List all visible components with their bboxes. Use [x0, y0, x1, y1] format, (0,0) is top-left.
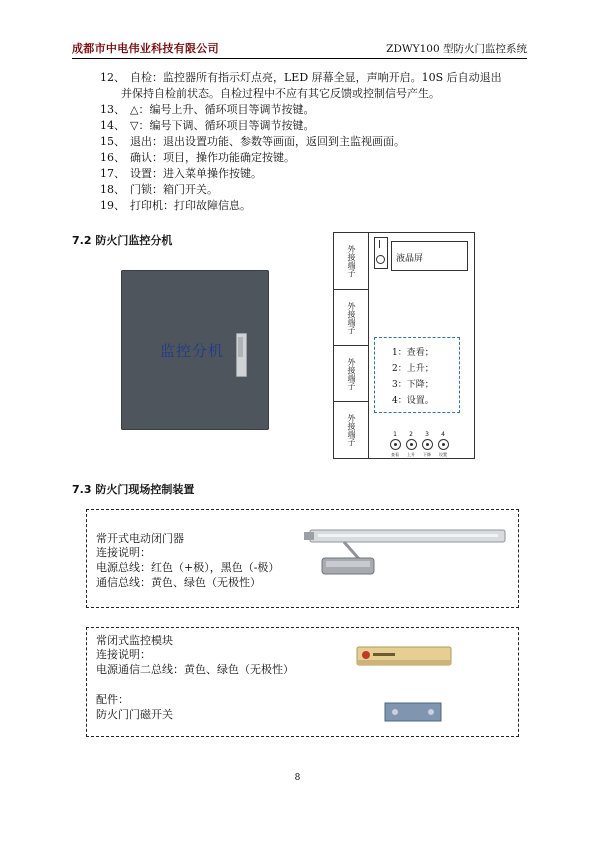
terminal-cell: 外接端子: [334, 290, 368, 346]
list-item-number: 19、: [100, 199, 125, 212]
header-company: 成都市中电伟业科技有限公司: [72, 42, 219, 55]
panel-diagram: [333, 232, 475, 459]
list-item: [100, 118, 314, 133]
panel-button-icon: [422, 439, 433, 450]
list-item: [100, 70, 502, 85]
header-divider: [72, 58, 527, 59]
list-item-number: 16、: [100, 151, 125, 164]
button-label: 设置: [439, 452, 447, 457]
door-closer-title: 常开式电动闭门器: [96, 532, 184, 545]
section-title-7-3: 7.3 防火门现场控制装置: [72, 483, 195, 496]
list-item-text: 门锁：箱门开关。: [130, 183, 218, 196]
menu-item: 3：下降；: [392, 380, 434, 390]
menu-item: 1：查看；: [392, 348, 434, 358]
terminal-column: [334, 233, 369, 458]
list-item-number: 12、: [100, 71, 125, 84]
cabinet-handle-inner: [238, 337, 243, 357]
monitor-module-line: 连接说明：: [96, 648, 151, 661]
list-item-text: 设置：进入菜单操作按键。: [130, 167, 262, 180]
accessory-title: 配件：: [96, 693, 129, 706]
door-closer-photo: [300, 522, 510, 592]
list-item-number: 18、: [100, 183, 125, 196]
list-item: [100, 150, 295, 165]
list-item: [100, 134, 405, 149]
monitor-module-line: 电源通信二总线：黄色、绿色（无极性）: [96, 663, 294, 676]
list-item: [100, 102, 314, 117]
list-item-text: 退出：退出设置功能、参数等画面，返回到主监视画面。: [130, 135, 405, 148]
button-label: 查看: [391, 452, 399, 457]
button-number: 3: [425, 431, 429, 438]
menu-item: 2：上升；: [392, 364, 434, 374]
power-switch-dot: [376, 255, 385, 264]
lcd-label: 液晶屏: [396, 254, 424, 264]
list-item-number: 13、: [100, 103, 125, 116]
section-title-7-2: 7.2 防火门监控分机: [72, 234, 173, 247]
door-closer-line: 通信总线：黄色、绿色（无极性）: [96, 576, 261, 589]
cabinet-label: 监控分机: [160, 342, 225, 360]
button-number: 4: [441, 431, 445, 438]
button-number: 2: [409, 431, 413, 438]
menu-list: [392, 345, 434, 409]
list-item-text: △：编号上升、循环项目等调节按键。: [130, 103, 315, 116]
list-item: [100, 166, 262, 181]
power-switch-bar: [379, 240, 380, 248]
terminal-cell: 外接端子: [347, 413, 356, 446]
accessory-text: 防火门门磁开关: [96, 708, 173, 721]
button-label: 上升: [407, 452, 415, 457]
power-switch: [374, 237, 388, 269]
list-item-text: 自检：监控器所有指示灯点亮，LED 屏幕全显，声响开启。10S 后自动退出: [130, 71, 502, 84]
menu-item: 4：设置。: [392, 396, 434, 406]
monitor-module-title: 常闭式监控模块: [96, 634, 173, 647]
list-item-number: 15、: [100, 135, 125, 148]
terminal-cell: 外接端子: [334, 346, 368, 402]
button-label: 下降: [423, 452, 431, 457]
list-item-number: 14、: [100, 119, 125, 132]
panel-button-icon: [438, 439, 449, 450]
list-item-text: 打印机：打印故障信息。: [130, 199, 251, 212]
list-item-text: 确认：项目，操作功能确定按键。: [130, 151, 295, 164]
list-item-text: ▽：编号下调、循环项目等调节按键。: [130, 119, 315, 132]
magnetic-switch-photo: [383, 700, 445, 726]
list-item-number: 17、: [100, 167, 125, 180]
door-closer-line: 连接说明：: [96, 546, 151, 559]
panel-button-icon: [390, 439, 401, 450]
terminal-cell: 外接端子: [334, 233, 368, 290]
page-number: 8: [294, 773, 301, 783]
button-number: 1: [393, 431, 397, 438]
header-system: ZDWY100 型防火门监控系统: [386, 43, 527, 55]
monitor-module-photo: [355, 644, 455, 670]
list-item: [100, 198, 251, 213]
panel-button-icon: [406, 439, 417, 450]
door-closer-line: 电源总线：红色（+极），黑色（-极）: [96, 561, 280, 574]
list-item-continuation: 并保持自检前状态。自检过程中不应有其它反馈或控制信号产生。: [121, 87, 440, 100]
list-item: [100, 182, 218, 197]
